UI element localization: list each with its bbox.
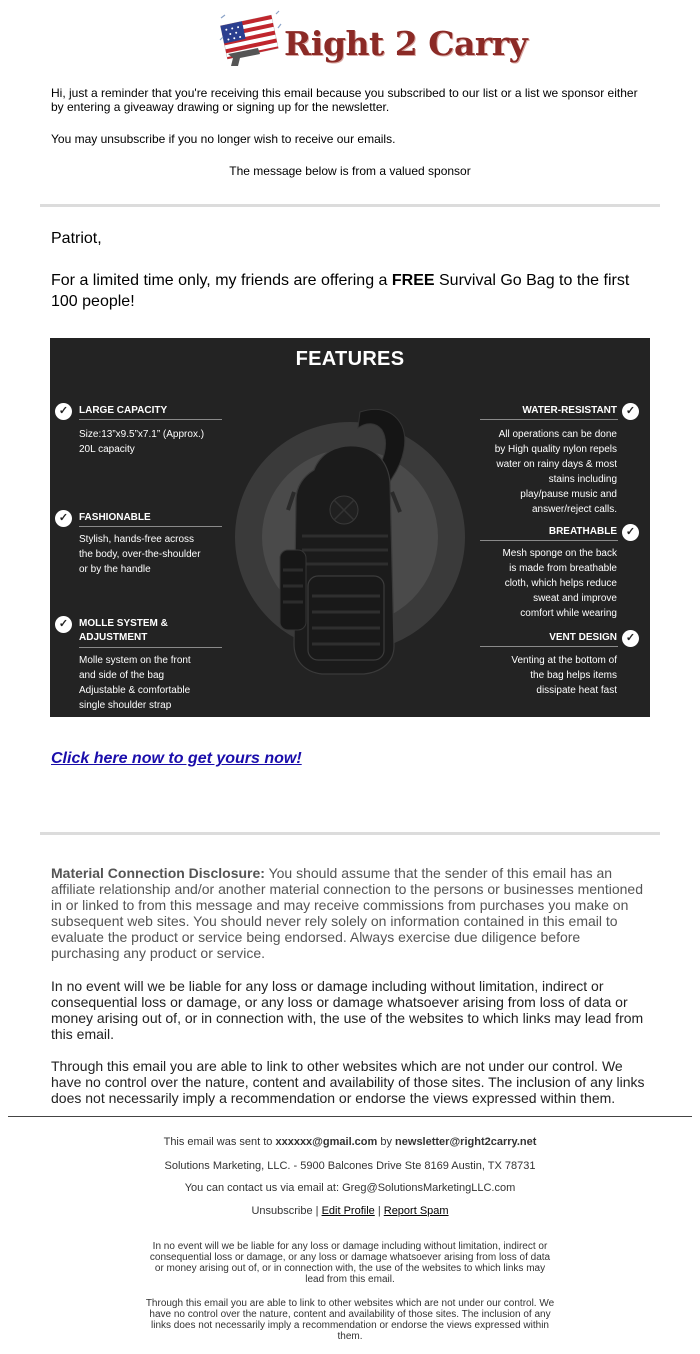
material-disclosure xyxy=(51,865,651,961)
backpack-image xyxy=(274,400,424,690)
feature-underline xyxy=(79,647,222,648)
footer-links-text: Through this email you are able to link to other websites which are not under our control. We have no control over the nature, content and availability of those sites. The inclusion of any links does not necessarily imply a recommendation or endorse the views expressed within them. xyxy=(145,1298,555,1342)
feature-line: the bag helps items xyxy=(530,670,617,681)
feature-line: Molle system on the front xyxy=(79,655,191,666)
feature-title-line: ADJUSTMENT xyxy=(79,632,148,643)
feature-water-resistant-text xyxy=(457,427,617,517)
feature-large-capacity-title: LARGE CAPACITY xyxy=(79,405,168,416)
feature-line: sweat and improve xyxy=(533,593,617,604)
offer-free: FREE xyxy=(391,272,435,289)
features-title: FEATURES xyxy=(295,348,405,370)
feature-breathable-text xyxy=(457,546,617,621)
feature-molle-text xyxy=(79,653,191,713)
feature-underline xyxy=(79,526,222,527)
link-separator: | xyxy=(312,1205,322,1217)
feature-line: answer/reject calls. xyxy=(531,504,617,515)
disclosure-text: You should assume that the sender of this email has an affiliate relationship and/or another material connection to the persons or businesses mentioned in or linked to from this message and may receive commissions from purchases you make on subsequent web sites. You should never rely solely on information contained in this email to evaluate the product or service being endorsed. Always exercise due diligence before purchasing any product or service. xyxy=(51,865,643,961)
feature-line: Stylish, hands-free across xyxy=(79,534,195,545)
feature-line: water on rainy days & most xyxy=(496,459,617,470)
feature-underline xyxy=(480,419,618,420)
feature-line: single shoulder strap xyxy=(79,700,172,711)
contact-line: You can contact us via email at: Greg@SolutionsMarketingLLC.com xyxy=(184,1182,516,1194)
feature-fashionable-title: FASHIONABLE xyxy=(79,512,151,523)
feature-line: All operations can be done xyxy=(498,429,617,440)
feature-line: stains including xyxy=(548,474,617,485)
feature-underline xyxy=(480,540,618,541)
report-spam-link[interactable]: Report Spam xyxy=(383,1205,449,1217)
check-icon: ✓ xyxy=(55,510,72,527)
feature-line: Mesh sponge on the back xyxy=(502,548,617,559)
check-icon: ✓ xyxy=(55,403,72,420)
feature-line: dissipate heat fast xyxy=(536,685,617,696)
external-links-disclaimer: Through this email you are able to link to other websites which are not under our control. We have no control over the nature, content and availability of those sites. The inclusion of any links does not necessarily imply a recommendation or endorse the views expressed within them. xyxy=(51,1058,645,1106)
feature-underline xyxy=(79,419,222,420)
disclosure-label: Material Connection Disclosure: xyxy=(51,865,265,881)
feature-line: Venting at the bottom of xyxy=(511,655,617,666)
subscription-reminder: Hi, just a reminder that you're receiving this email because you subscribed to our list or a list we sponsor either by entering a giveaway drawing or signing up for the newsletter. xyxy=(51,86,638,114)
feature-large-capacity-text xyxy=(79,427,204,457)
divider xyxy=(40,204,660,207)
cta-link[interactable]: Click here now to get yours now! xyxy=(51,750,302,767)
feature-title-line: MOLLE SYSTEM & xyxy=(79,618,168,629)
check-icon: ✓ xyxy=(55,616,72,633)
feature-line: 20L capacity xyxy=(79,444,135,455)
liability-disclaimer: In no event will we be liable for any loss or damage including without limitation, indirect or consequential loss or damage, or any loss or damage whatsoever arising from loss of data or money arising out of, or in connection with, the use of the websites to which links may lead from this email. xyxy=(51,978,644,1042)
brand-logo xyxy=(218,10,528,72)
feature-breathable-title: BREATHABLE xyxy=(548,526,617,537)
feature-line: and side of the bag xyxy=(79,670,165,681)
feature-line: Adjustable & comfortable xyxy=(79,685,191,696)
feature-molle-title xyxy=(79,617,168,645)
check-icon: ✓ xyxy=(622,403,639,420)
unsubscribe-note: You may unsubscribe if you no longer wish to receive our emails. xyxy=(51,132,396,146)
sponsor-note: The message below is from a valued sponsor xyxy=(229,164,471,178)
footer-liability-text: In no event will we be liable for any loss or damage including without limitation, indirect or consequential loss or damage, or any loss or damage whatsoever arising from loss of data or money arising out of, or in connection with, the use of the websites to which links may lead from this email. xyxy=(149,1241,551,1285)
feature-line: comfort while wearing xyxy=(520,608,617,619)
footer-divider xyxy=(8,1116,692,1117)
feature-underline xyxy=(480,646,618,647)
footer-links xyxy=(0,1205,700,1217)
feature-line: the body, over-the-shoulder xyxy=(79,549,201,560)
unsubscribe-link[interactable]: Unsubscribe xyxy=(251,1205,313,1217)
offer-text-start: For a limited time only, my friends are offering a xyxy=(51,272,392,289)
feature-line: or by the handle xyxy=(79,564,151,575)
offer-text xyxy=(51,270,651,312)
feature-fashionable-text xyxy=(79,532,201,577)
company-address: Solutions Marketing, LLC. - 5900 Balcones Drive Ste 8169 Austin, TX 78731 xyxy=(164,1160,536,1172)
feature-vent-design-text xyxy=(457,653,617,698)
edit-profile-link[interactable]: Edit Profile xyxy=(321,1205,375,1217)
feature-vent-design-title: VENT DESIGN xyxy=(549,632,617,643)
feature-line: is made from breathable xyxy=(509,563,617,574)
feature-line: cloth, which helps reduce xyxy=(504,578,617,589)
divider xyxy=(40,832,660,835)
check-icon: ✓ xyxy=(622,630,639,647)
sent-to-line xyxy=(0,1136,700,1148)
sender-email: newsletter@right2carry.net xyxy=(395,1136,537,1148)
offer-text-end: Survival Go Bag to the first 100 people! xyxy=(51,272,630,310)
feature-water-resistant-title: WATER-RESISTANT xyxy=(522,405,617,416)
greeting: Patriot, xyxy=(51,230,102,247)
feature-line: Size:13”x9.5”x7.1” (Approx.) xyxy=(79,429,205,440)
recipient-email: xxxxxx@gmail.com xyxy=(275,1136,378,1148)
brand-name: Right 2 Carry xyxy=(284,24,528,63)
flag-gun-icon xyxy=(218,10,282,70)
feature-line: play/pause music and xyxy=(520,489,617,500)
check-icon: ✓ xyxy=(622,524,639,541)
features-banner[interactable] xyxy=(50,338,650,717)
sent-by-label: by xyxy=(377,1136,396,1148)
feature-line: by High quality nylon repels xyxy=(494,444,617,455)
link-separator: | xyxy=(374,1205,384,1217)
sent-to-prefix: This email was sent to xyxy=(163,1136,276,1148)
